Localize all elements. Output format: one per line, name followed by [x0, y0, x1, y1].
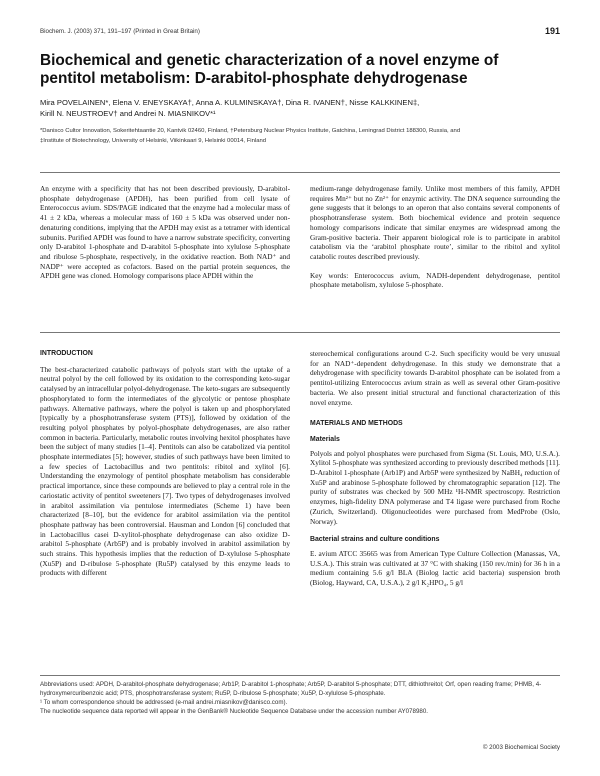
keywords: Key words: Enterococcus avium, NADH-dependent dehydrogenase, pentitol phosphate metabolism, xylulose 5-phosphate.	[310, 270, 560, 290]
abstract-left-column	[40, 184, 290, 281]
footnotes	[40, 681, 560, 717]
author-list	[40, 98, 570, 119]
footnote-genbank: The nucleotide sequence data reported will appear in the GenBank® Nucleotide Sequence Database under the accession number AY078980.	[40, 707, 428, 715]
abstract-right-column	[310, 184, 560, 290]
author-line-1: Mira POVELAINEN*, Elena V. ENEYSKAYA†, Anna A. KULMINSKAYA†, Dina R. IVANEN†, Nisse KALKKINEN‡,	[40, 98, 420, 107]
footnote-abbreviations: Abbreviations used: APDH, D-arabitol-phosphate dehydrogenase; Arb1P, D-arabitol 1-phosphate; Arb5P, D-arabitol 5-phosphate; DTT, dithiothreitol; Orf, open reading frame; PHMB, 4-hydroxymercuribenzoic acid; PTS, phosphotransferase system; Ru5P, D-ribulose 5-phosphate; Xu5P, D-xylulose 5-phosphate.	[40, 681, 542, 697]
author-line-2: Kirill N. NEUSTROEV† and Andrei N. MIASNIKOV*¹	[40, 108, 216, 118]
strains-paragraph: E. avium ATCC 35665 was from American Type Culture Collection (Manassas, VA, U.S.A.). This strain was cultivated at 37 °C with shaking (150 rev./min) for 36 h in a medium containing 5.6 g/l BLA (Biolog lactic acid bacteria) suspension broth (Biolog, Hayward, CA, U.S.A.), 2 g/l K₂HPO₄, 5 g/l	[310, 548, 560, 588]
materials-heading: Materials	[310, 435, 340, 443]
journal-citation: Biochem. J. (2003) 371, 191–197 (Printed in Great Britain)	[40, 28, 200, 35]
page-number: 191	[544, 26, 560, 36]
materials-paragraph: Polyols and polyol phosphates were purchased from Sigma (St. Louis, MO, U.S.A.). Xylitol 5-phosphate was synthesized according to previously described methods [11]. D-Arabitol 1-phosphate (Arb1P) and Arb5P were synthesized by NaBH₄ reduction of Xu5P and arabinose 5-phosphate followed by chromatographic separation [12]. The purity of substrates was checked by 500 MHz ¹H-NMR spectroscopy. Restriction enzymes, high-fidelity DNA polymerase and T4 ligase were purchased from Roche (Zurich, Switzerland). Oligonucleotides were purchased from MedProbe (Oslo, Norway).	[310, 448, 560, 526]
methods-heading: MATERIALS AND METHODS	[310, 420, 403, 428]
footnote-correspondence: ¹ To whom correspondence should be addressed (e-mail andrei.miasnikov@danisco.com).	[40, 698, 288, 706]
abstract-text-right: medium-range dehydrogenase family. Unlike most members of this family, APDH requires Mn²⁺ but no Zn²⁺ for enzymic activity. The DNA sequence surrounding the gene suggests that it belongs to an operon that also contains several components of phosphotransferase system. Both biochemical evidence and protein sequence homology comparisons indicate that similar enzymes are widespread among the Gram-positive bacteria. Their apparent biological role is to participate in arabitol catabolism via the ‘arabitol phosphate route’, similar to the ribitol and xylitol catabolic routes described previously.	[310, 184, 560, 261]
introduction-paragraph-2: stereochemical configurations around C-2. Such specificity would be very unusual for an NAD⁺-dependent dehydrogenase. In this study we demonstrate that a dehydrogenase with specificity towards D-arabitol phosphate can be isolated from a pentitol-utilizing Enterococcus avium strain as well as several other Gram-positive bacteria. We also present initial structural and functional characterization of this novel enzyme.	[310, 349, 560, 407]
article-title: Biochemical and genetic characterization of a novel enzyme of pentitol metabolism: D-arabitol-phosphate dehydrogenase	[40, 52, 499, 87]
introduction-heading: INTRODUCTION	[40, 350, 93, 357]
footnote-rule	[40, 675, 560, 676]
affiliations	[40, 127, 580, 146]
strains-heading: Bacterial strains and culture conditions	[310, 536, 440, 544]
affiliation-line-1: *Danisco Cultor Innovation, Sokeritehtaantie 20, Kantvik 02460, Finland, †Petersburg Nuclear Physics Institute, Gatchina, Leningrad District 188300, Russia, and	[40, 128, 461, 134]
body-right-column	[310, 349, 560, 588]
body-left-column	[40, 349, 290, 578]
abstract-bottom-rule	[40, 332, 560, 333]
introduction-paragraph-1: The best-characterized catabolic pathways of polyols start with the uptake of a neutral polyol by the cell followed by its oxidation to the corresponding keto-sugar catalysed by an intracellular polyol-dehydrogenase. The keto-sugars are subsequently phosphorylated to form the intermediates of the glycolytic or pentose phosphate pathways. Alternative pathways, where the polyol is taken up and phosphorylated [typically by a phosphotransferase system (PTS)], followed by oxidation of the resulting polyol phosphates by polyol-phosphate dehydrogenases, are also rather common in bacteria. Particularly, metabolic routes involving hexitol phosphates have been the subject of many studies [1–4]. Pentitols can also be catabolized via pentitol phosphate intermediates [5]; however, studies of such pathways have been limited to a few species of Lactobacillus and two pentitols: ribitol and xylitol [6]. Understanding the enzymology of pentitol phosphate metabolism has considerable practical importance, since these compounds are believed to play a central role in the cariostatic activity of pentitol sweeteners [7]. Two types of dehydrogenases involved in arabitol assimilation via pentulose intermediates (Scheme 1) have been characterized [8–10], but the evidence for arabitol assimilation via the pentitol phosphate pathway has been controversial. Hausman and London [6] concluded that in Lactobacillus casei D-xylitol-phosphate dehydrogenase can also oxidize D-arabitol 5-phosphate (Arb5P) and is probably involved in arabitol assimilation by such strains. This hypothesis implies that the reduction of D-xylulose 5-phosphate (Xu5P) and D-ribulose 5-phosphate (Ru5P) catalysed by this enzyme leads to products with different	[40, 364, 290, 578]
affiliation-line-2: ‡Institute of Biotechnology, University of Helsinki, Viikinkaari 9, Helsinki 00014, Finland	[40, 137, 267, 144]
copyright-notice: © 2003 Biochemical Society	[482, 744, 560, 751]
abstract-top-rule	[40, 172, 560, 173]
abstract-text-left: An enzyme with a specificity that has not been described previously, D-arabitol-phosphate dehydrogenase (APDH), has been purified from cell lysate of Enterococcus avium. SDS/PAGE indicated that the enzyme had a molecular mass of 41 ± 2 kDa, whereas a molecular mass of 160 ± 5 kDa was observed under non-denaturing conditions, implying that the APDH may exist as a tetramer with identical subunits. Purified APDH was found to have a narrow substrate specificity, converting only D-arabitol 1-phosphate and D-arabitol 5-phosphate into xylulose 5-phosphate and ribulose 5-phosphate, respectively, in the oxidative reaction. Both NAD⁺ and NADP⁺ were accepted as cofactors. Based on the partial protein sequences, the APDH gene was cloned. Homology comparisons place APDH within the	[40, 184, 290, 281]
